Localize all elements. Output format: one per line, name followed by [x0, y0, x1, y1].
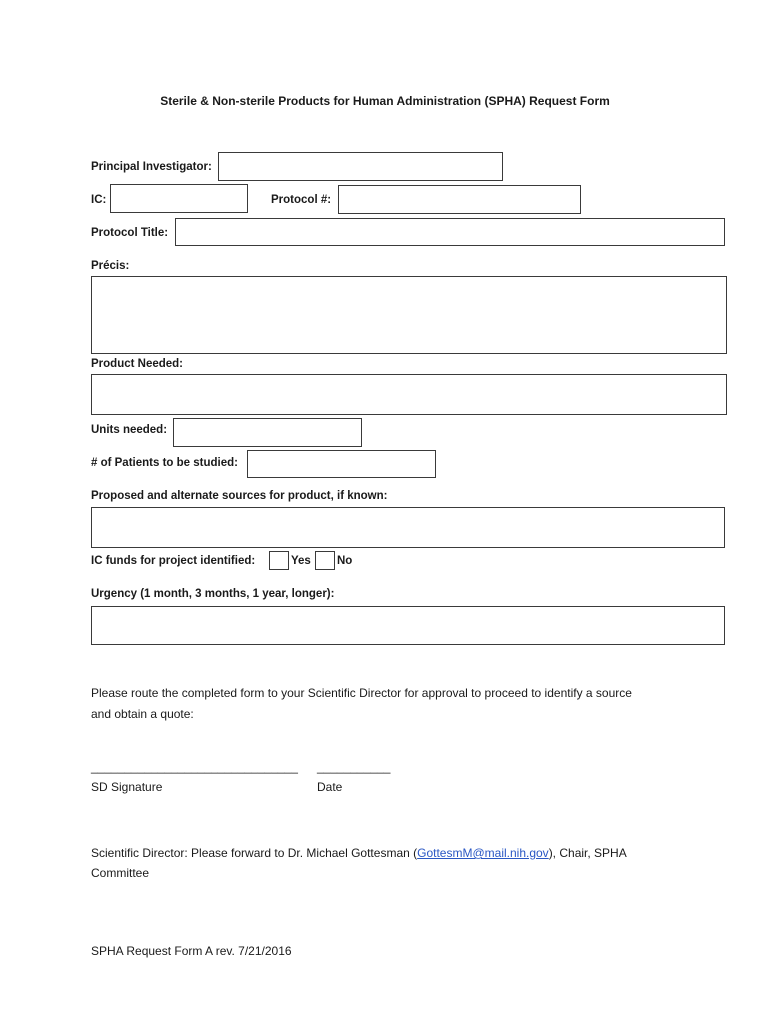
sd-signature-label: SD Signature — [91, 780, 163, 794]
footer-revision: SPHA Request Form A rev. 7/21/2016 — [91, 944, 292, 958]
instructions-line-1: Please route the completed form to your Scientific Director for approval to proceed to identify a source — [91, 686, 632, 700]
principal-investigator-label: Principal Investigator: — [91, 161, 212, 173]
ic-funds-no-label: No — [337, 555, 353, 567]
forward-prefix: Scientific Director: Please forward to Dr. Michael Gottesman ( — [91, 846, 418, 860]
protocol-number-label: Protocol #: — [271, 194, 332, 206]
email-link[interactable]: GottesmM@mail.nih.gov — [417, 846, 549, 860]
units-needed-field[interactable] — [173, 418, 362, 447]
forward-note — [91, 846, 627, 860]
patients-field[interactable] — [247, 450, 436, 478]
ic-funds-no-checkbox[interactable] — [315, 551, 335, 570]
date-label: Date — [317, 780, 343, 794]
principal-investigator-field[interactable] — [218, 152, 503, 181]
form-title: Sterile & Non-sterile Products for Human Administration (SPHA) Request Form — [160, 94, 610, 108]
sources-field[interactable] — [91, 507, 725, 548]
instructions-line-2: and obtain a quote: — [91, 707, 194, 721]
ic-label: IC: — [91, 194, 107, 206]
forward-suffix: ), Chair, SPHA — [548, 846, 627, 860]
product-needed-field[interactable] — [91, 374, 727, 415]
units-needed-label: Units needed: — [91, 424, 168, 436]
protocol-number-field[interactable] — [338, 185, 581, 214]
sources-label: Proposed and alternate sources for product, if known: — [91, 490, 388, 502]
urgency-label: Urgency (1 month, 3 months, 1 year, longer): — [91, 588, 335, 600]
urgency-field[interactable] — [91, 606, 725, 645]
precis-field[interactable] — [91, 276, 727, 354]
protocol-title-label: Protocol Title: — [91, 227, 169, 239]
protocol-title-field[interactable] — [175, 218, 725, 246]
date-line: ___________ — [317, 760, 391, 774]
forward-line-2: Committee — [91, 866, 150, 880]
precis-label: Précis: — [91, 260, 130, 272]
ic-field[interactable] — [110, 184, 248, 213]
patients-label: # of Patients to be studied: — [91, 457, 238, 469]
product-needed-label: Product Needed: — [91, 358, 184, 370]
ic-funds-label: IC funds for project identified: — [91, 555, 256, 567]
ic-funds-yes-label: Yes — [291, 555, 311, 567]
ic-funds-yes-checkbox[interactable] — [269, 551, 289, 570]
sd-signature-line: _______________________________ — [91, 760, 298, 774]
